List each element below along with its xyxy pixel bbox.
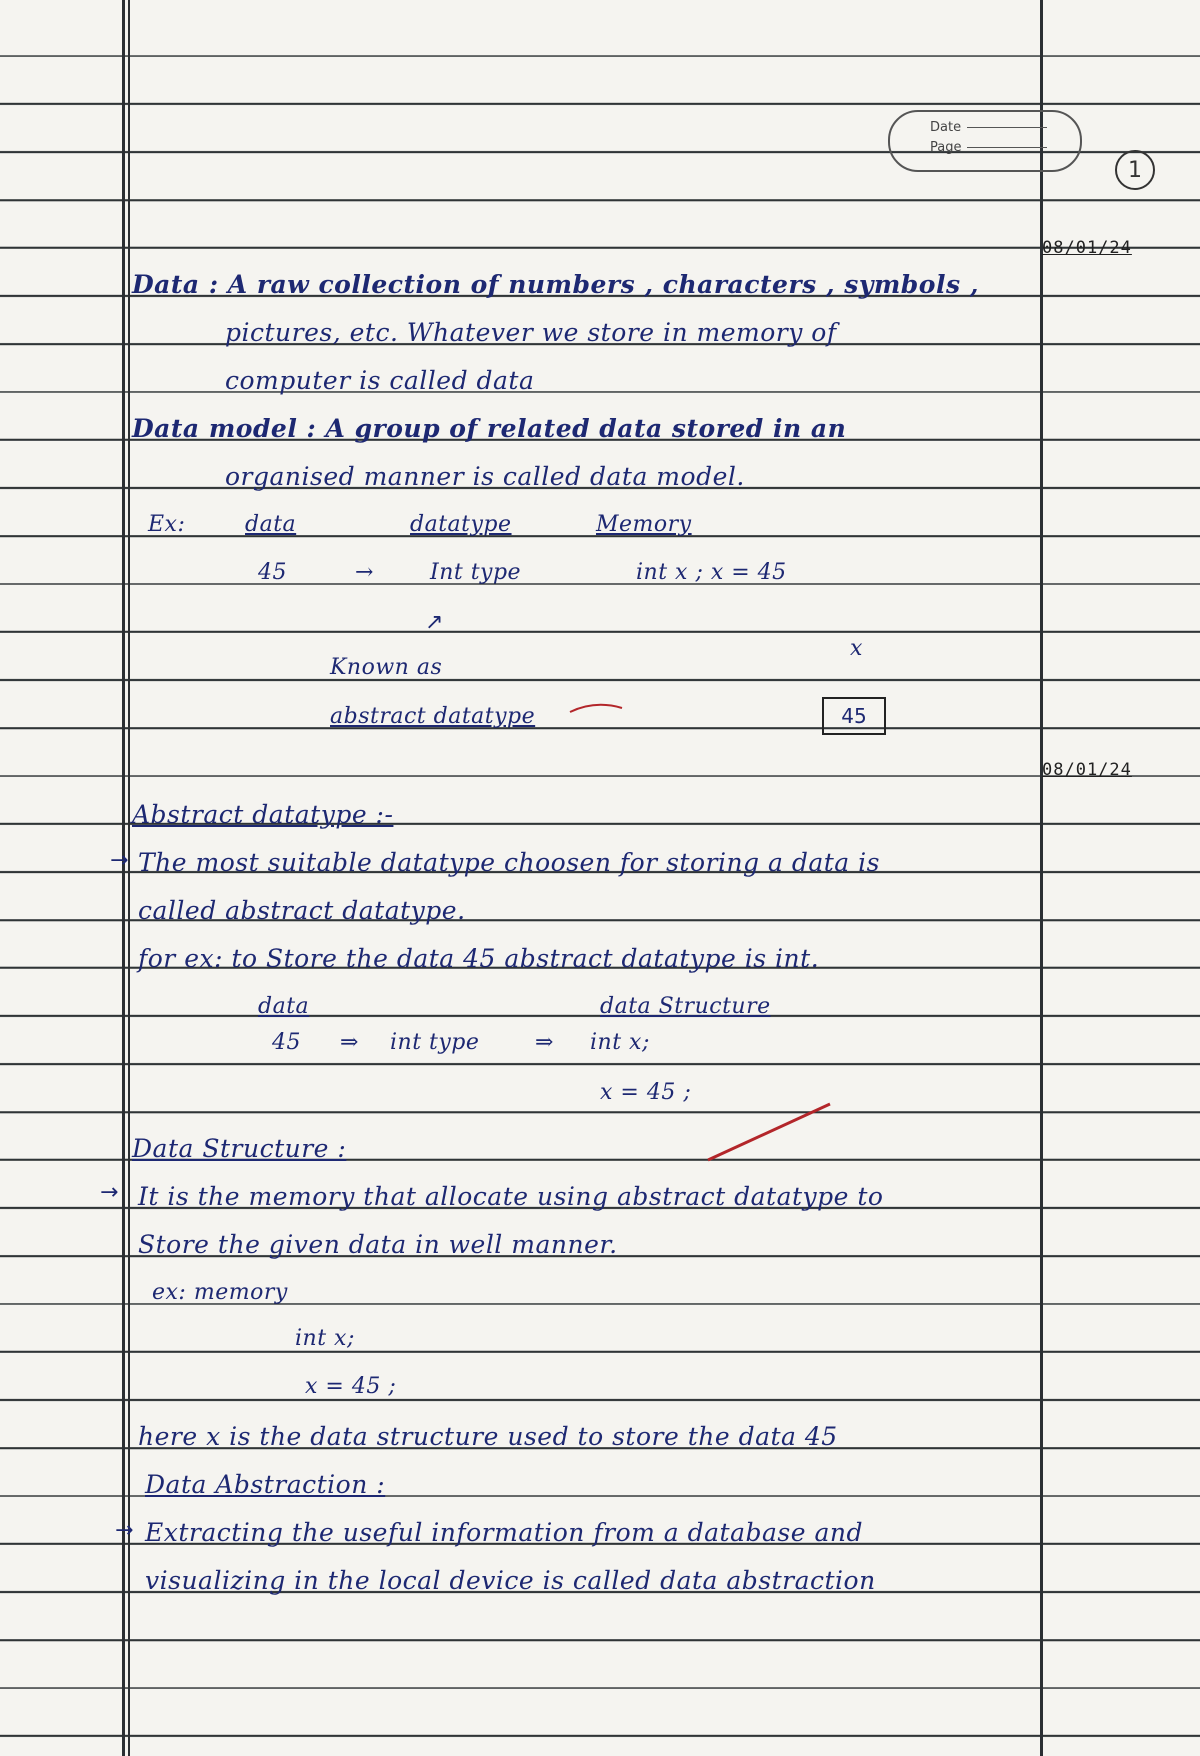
adt-header-data: data	[258, 994, 310, 1019]
date-label: Date	[930, 120, 962, 135]
data-structure-example: ex: memory	[152, 1280, 288, 1305]
bullet-arrow-icon: →	[110, 848, 129, 873]
data-structure-heading: Data Structure :	[132, 1134, 347, 1163]
data-abstraction-def-2: visualizing in the local device is called data abstraction	[145, 1566, 876, 1595]
date-entry-2: 08/01/24	[1042, 760, 1132, 780]
abstract-datatype-label: abstract datatype	[330, 704, 536, 729]
memory-box: 45	[822, 697, 886, 735]
data-definition-line-2: pictures, etc. Whatever we store in memory of	[225, 318, 837, 347]
adt-row-arrow-2: ⇒	[535, 1030, 554, 1055]
example-int-type: Int type	[430, 560, 522, 585]
data-model-line-2: organised manner is called data model.	[225, 462, 745, 491]
example-header-data: data	[245, 512, 297, 537]
bullet-arrow-icon-2: →	[100, 1180, 119, 1205]
data-structure-here: here x is the data structure used to store the data 45	[138, 1422, 838, 1451]
adt-row-int-type: int type	[390, 1030, 480, 1055]
adt-row-45: 45	[272, 1030, 301, 1055]
data-definition-line-1: Data : A raw collection of numbers , characters , symbols ,	[132, 270, 979, 299]
example-header-datatype: datatype	[410, 512, 512, 537]
data-abstraction-heading: Data Abstraction :	[145, 1470, 386, 1499]
abstract-datatype-heading: Abstract datatype :-	[132, 800, 394, 829]
known-as-text: Known as	[330, 655, 443, 680]
page-number: 1	[1115, 150, 1155, 190]
adt-row-arrow: ⇒	[340, 1030, 359, 1055]
adt-row-int-x: int x;	[590, 1030, 650, 1055]
example-header-memory: Memory	[596, 512, 692, 537]
adt-row-assign: x = 45 ;	[600, 1080, 692, 1105]
example-arrow: →	[355, 560, 374, 585]
data-structure-def-2: Store the given data in well manner.	[138, 1230, 618, 1259]
data-structure-int-x: int x;	[295, 1326, 355, 1351]
example-label: Ex:	[148, 512, 186, 537]
up-arrow-icon: ↗	[425, 610, 444, 635]
abstract-datatype-def-2: called abstract datatype.	[138, 896, 466, 925]
data-abstraction-def-1: Extracting the useful information from a database and	[145, 1518, 863, 1547]
bullet-arrow-icon-3: →	[115, 1518, 134, 1543]
date-entry-1: 08/01/24	[1042, 238, 1132, 258]
page-label: Page	[930, 140, 962, 155]
data-definition-line-3: computer is called data	[225, 366, 535, 395]
example-value-45: 45	[258, 560, 287, 585]
abstract-datatype-example: for ex: to Store the data 45 abstract datatype is int.	[138, 944, 820, 973]
example-memory-value: int x ; x = 45	[636, 560, 787, 585]
data-model-line-1: Data model : A group of related data stored in an	[132, 414, 847, 443]
abstract-datatype-def-1: The most suitable datatype choosen for storing a data is	[138, 848, 880, 877]
x-variable-label: x	[850, 636, 863, 661]
adt-header-data-structure: data Structure	[600, 994, 771, 1019]
data-structure-def-1: It is the memory that allocate using abstract datatype to	[138, 1182, 884, 1211]
data-structure-assign: x = 45 ;	[305, 1374, 397, 1399]
